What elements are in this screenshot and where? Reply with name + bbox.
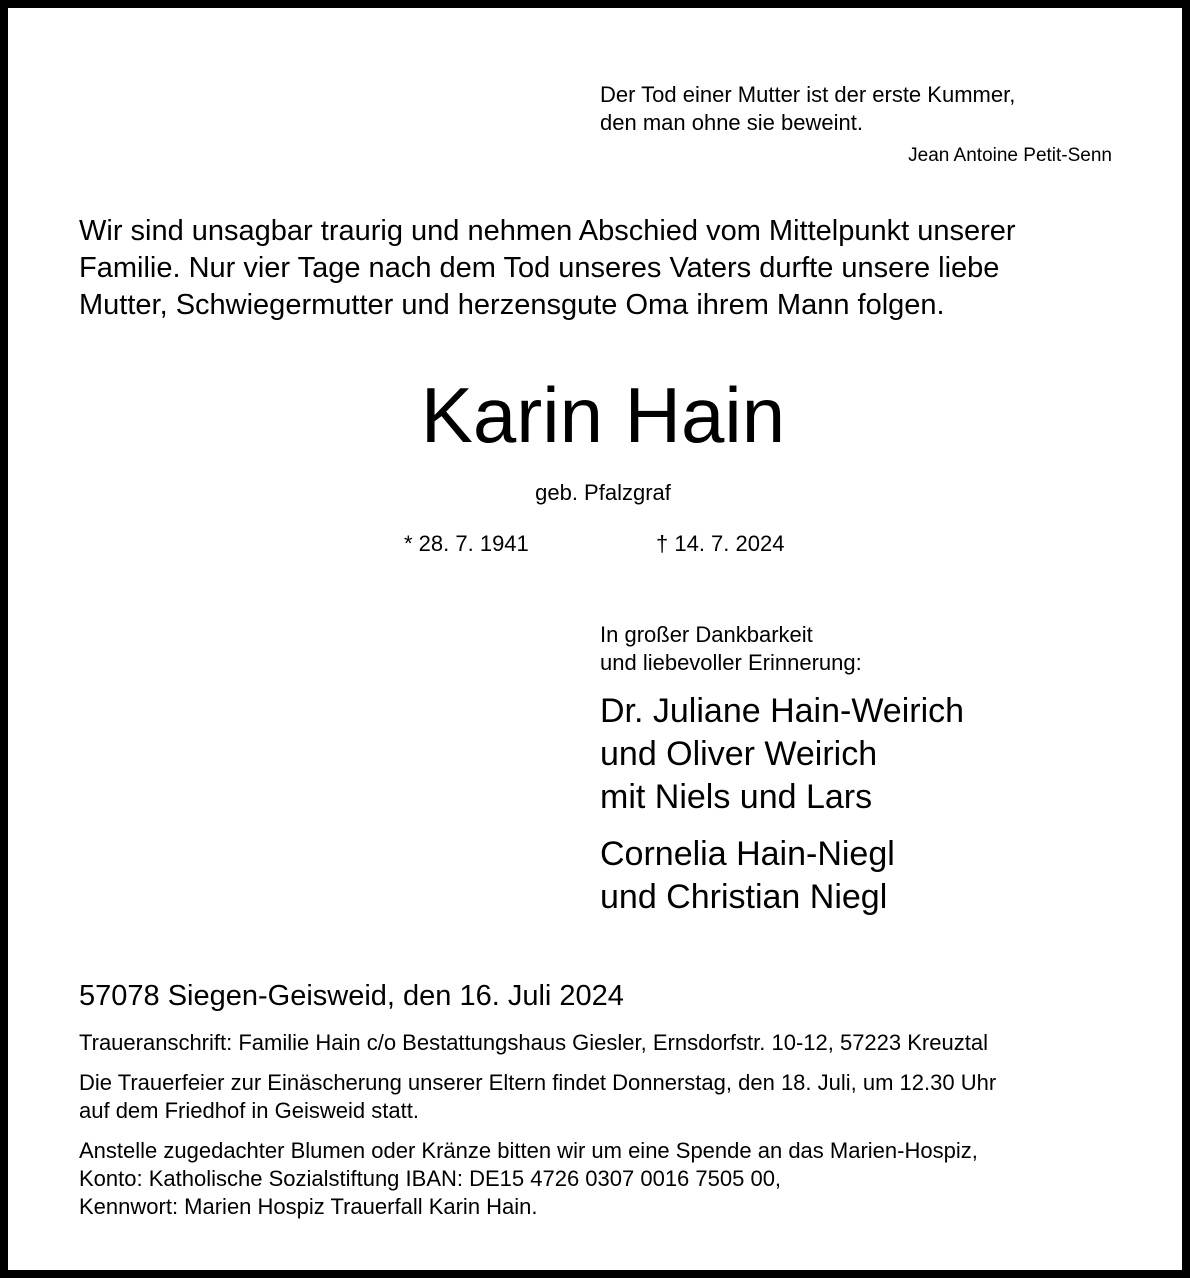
place-date: 57078 Siegen-Geisweid, den 16. Juli 2024 [79, 980, 624, 1012]
birth-name: geb. Pfalzgraf [535, 480, 671, 505]
death-date: † 14. 7. 2024 [656, 531, 785, 556]
donation-line: Anstelle zugedachter Blumen oder Kränze bitten wir um eine Spende an das Marien-Hospiz, [79, 1138, 978, 1163]
thanks-text [600, 621, 862, 677]
ceremony-line: Die Trauerfeier zur Einäscherung unserer Eltern findet Donnerstag, den 18. Juli, um 12.30 Uhr [79, 1070, 997, 1095]
intro-text [79, 213, 1127, 324]
ceremony-line: auf dem Friedhof in Geisweid statt. [79, 1098, 419, 1123]
thanks-line: In großer Dankbarkeit [600, 622, 813, 647]
ceremony-info [79, 1069, 1127, 1125]
mourner-line: und Oliver Weirich [600, 735, 878, 773]
quote-line: Der Tod einer Mutter ist der erste Kummer, [600, 82, 1016, 107]
mourners-group-2 [600, 833, 895, 919]
donation-line: Konto: Katholische Sozialstiftung IBAN: DE15 4726 0307 0016 7505 00, [79, 1166, 782, 1191]
thanks-line: und liebevoller Erinnerung: [600, 650, 862, 675]
mourner-line: mit Niels und Lars [600, 778, 873, 816]
deceased-name: Karin Hain [420, 371, 786, 459]
donation-info [79, 1137, 1127, 1221]
mourner-line: Dr. Juliane Hain-Weirich [600, 692, 965, 730]
intro-line: Familie. Nur vier Tage nach dem Tod unseres Vaters durfte unsere liebe [79, 252, 1000, 284]
mourner-line: und Christian Niegl [600, 878, 888, 916]
mourners-group-1 [600, 690, 964, 819]
intro-line: Wir sind unsagbar traurig und nehmen Abschied vom Mittelpunkt unserer [79, 215, 1016, 247]
donation-line: Kennwort: Marien Hospiz Trauerfall Karin Hain. [79, 1194, 538, 1219]
intro-line: Mutter, Schwiegermutter und herzensgute Oma ihrem Mann folgen. [79, 289, 945, 321]
birth-date: * 28. 7. 1941 [404, 531, 529, 556]
quote [600, 81, 1015, 137]
quote-line: den man ohne sie beweint. [600, 110, 863, 135]
mourning-address: Traueranschrift: Familie Hain c/o Bestattungshaus Giesler, Ernsdorfstr. 10-12, 57223 Kreuztal [79, 1030, 988, 1055]
mourner-line: Cornelia Hain-Niegl [600, 835, 895, 873]
quote-author: Jean Antoine Petit-Senn [908, 145, 1112, 166]
